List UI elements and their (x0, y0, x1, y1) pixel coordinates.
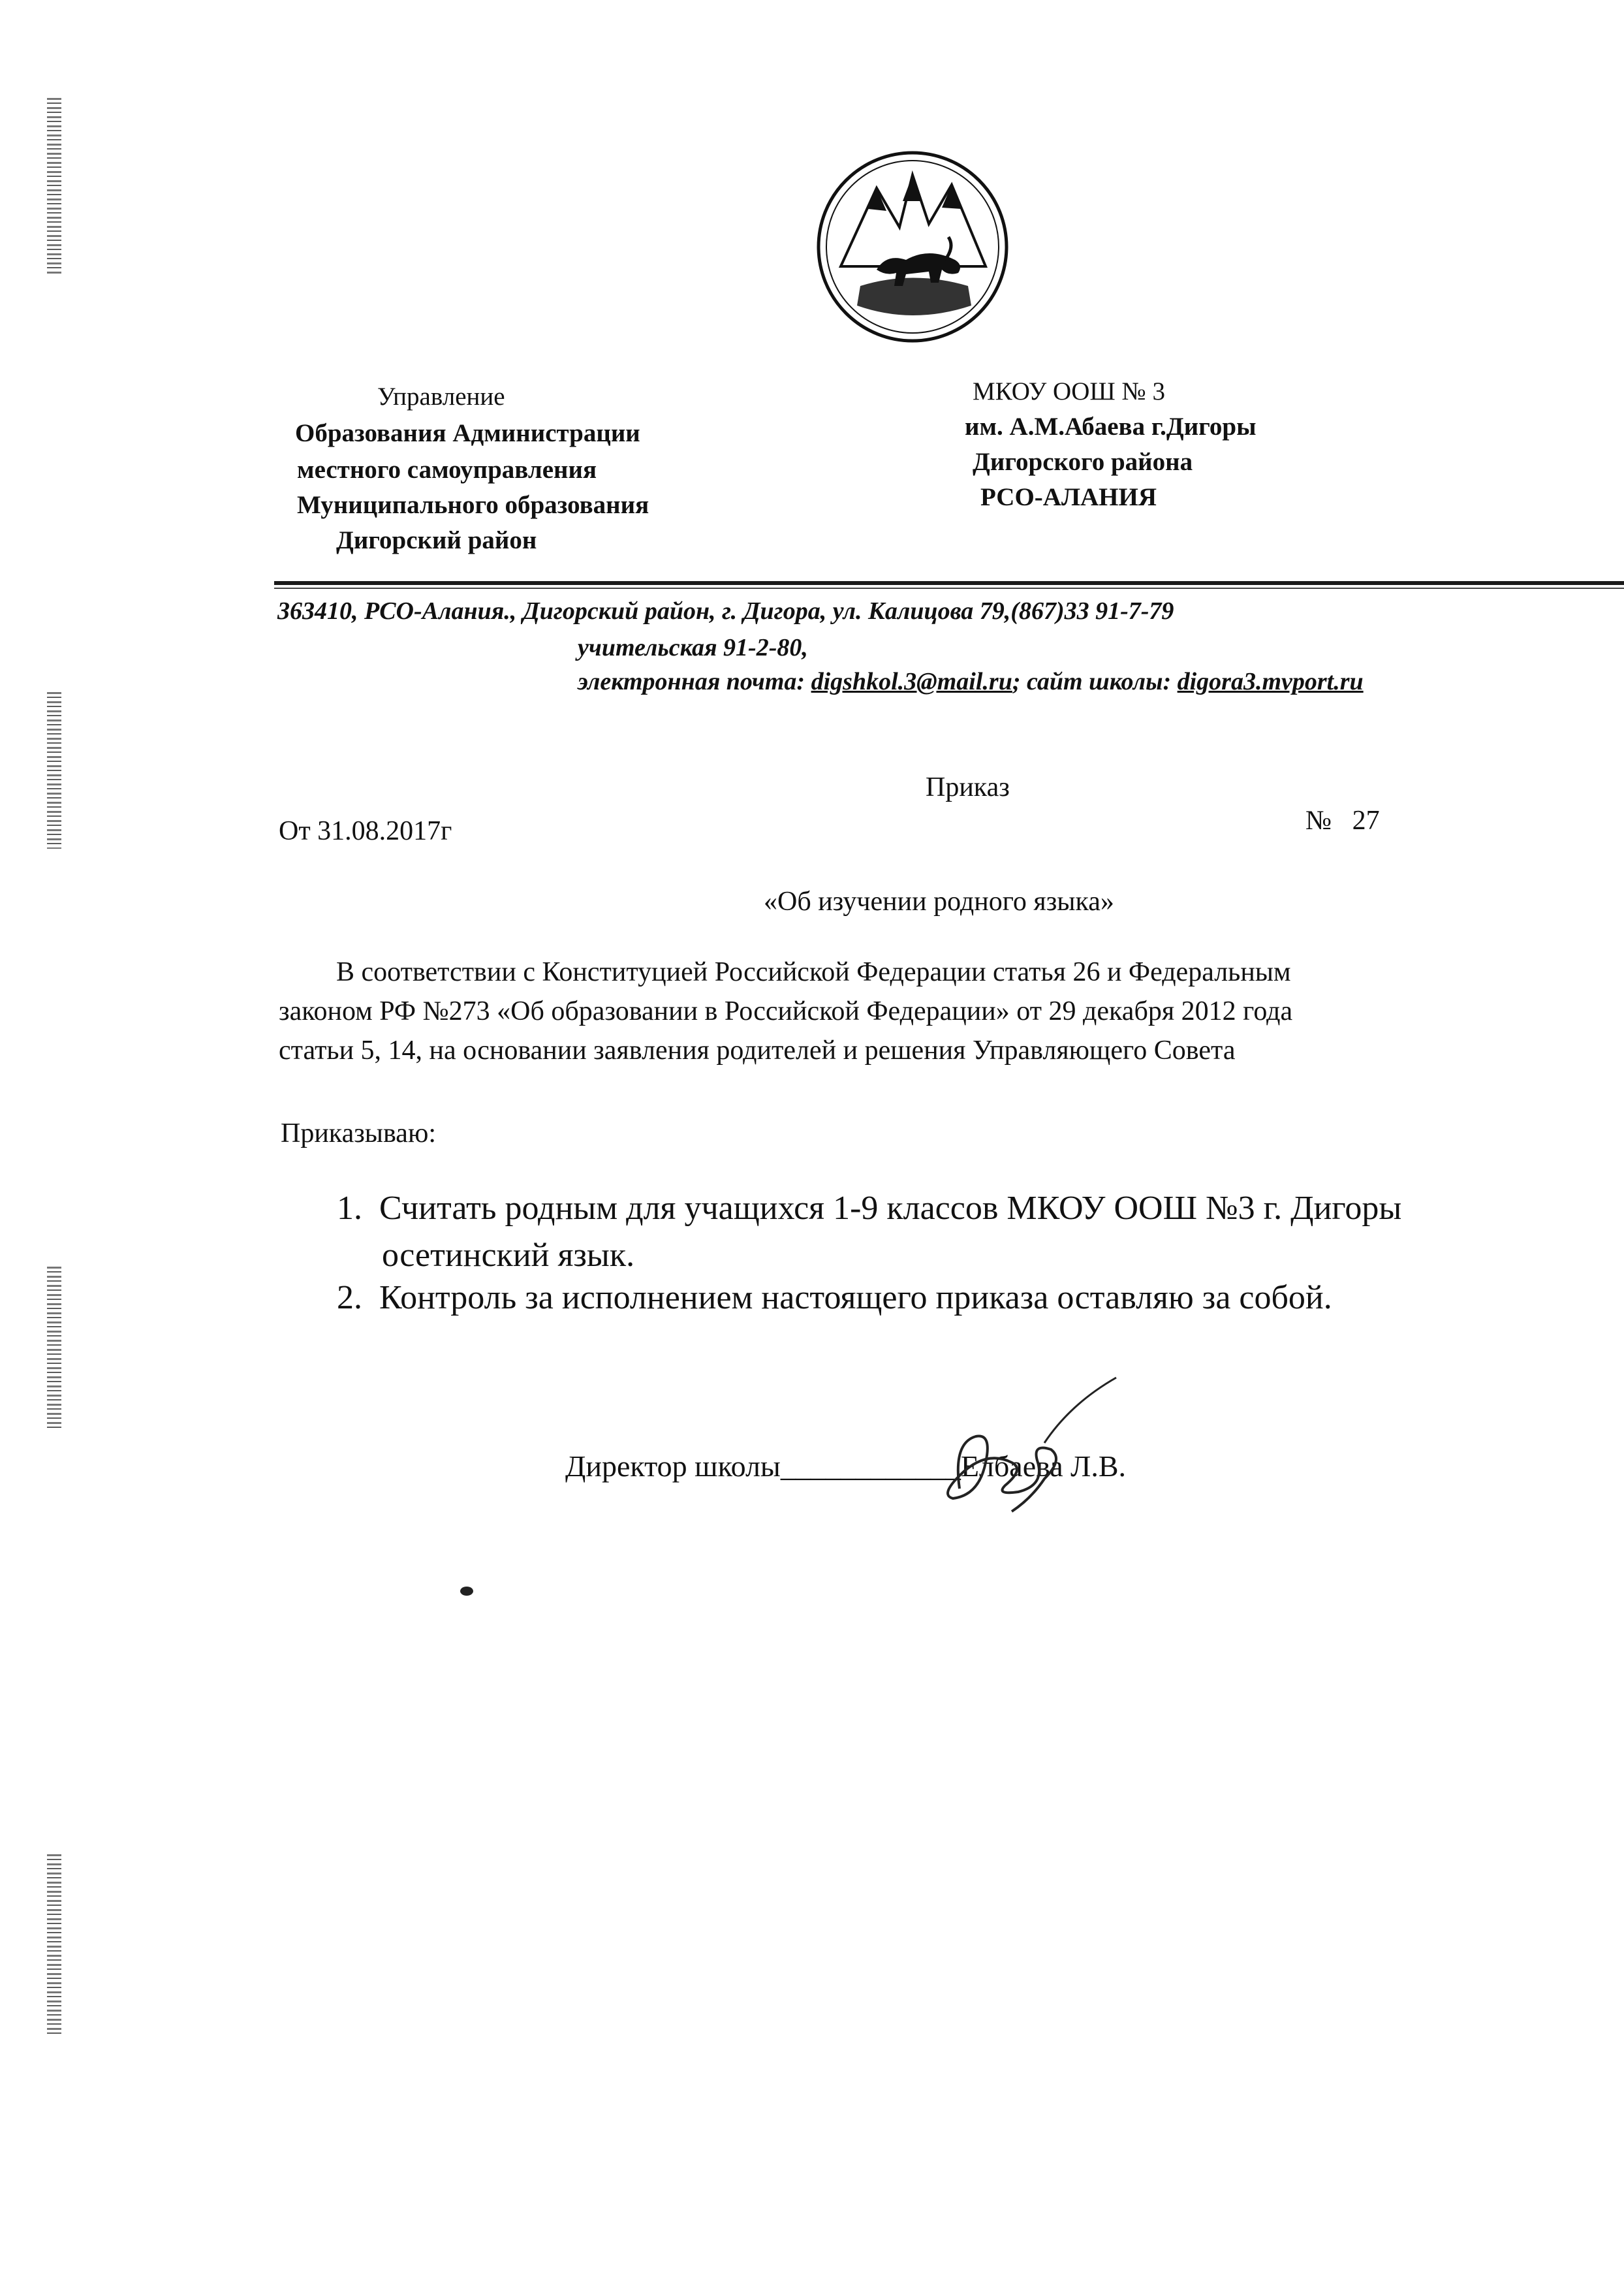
order-number-label: № (1305, 806, 1332, 836)
list-item-number: 2. (337, 1279, 362, 1316)
list-item-text: Контроль за исполнением настоящего приказа оставляю за собой. (379, 1279, 1332, 1316)
scan-artifact (47, 1267, 61, 1430)
ink-spot (460, 1587, 473, 1596)
right-header-line2: им. А.М.Абаева г.Дигоры (965, 413, 1257, 441)
signature-line: ____________ (780, 1449, 961, 1483)
left-header-line1: Управление (377, 383, 505, 411)
right-header-line1: МКОУ ООШ № 3 (973, 377, 1165, 405)
scan-artifact (47, 692, 61, 849)
body-line3: статьи 5, 14, на основании заявления родителей и решения Управляющего Совета (279, 1036, 1236, 1066)
signature-name: Елбаева Л.В. (960, 1449, 1127, 1483)
handwritten-signature-icon (914, 1365, 1123, 1515)
list-item-continuation: осетинский язык. (382, 1237, 635, 1274)
right-header-line4: РСО-АЛАНИЯ (980, 483, 1157, 511)
order-date: От 31.08.2017г (279, 816, 452, 846)
contact-address: 363410, РСО-Алания., Дигорский район, г. Дигора, ул. Калицова 79,(867)33 91-7-79 (277, 597, 1174, 625)
header-separator-thin (274, 588, 1624, 589)
order-number-block (1305, 800, 1380, 841)
list-item-number: 1. (337, 1190, 362, 1227)
left-header-line3: местного самоуправления (297, 456, 597, 484)
email-label: электронная почта: (578, 668, 805, 695)
left-header-line2: Образования Администрации (295, 419, 640, 447)
order-title: Приказ (926, 772, 1010, 802)
order-word: Приказываю: (281, 1118, 436, 1148)
body-line1: В соответствии с Конституцией Российской Федерации статья 26 и Федеральным (336, 957, 1291, 987)
order-number: 27 (1352, 806, 1380, 836)
list-item-text: Считать родным для учащихся 1-9 классов МКОУ ООШ №3 г. Дигоры (379, 1190, 1402, 1227)
scan-artifact (47, 1854, 61, 2037)
list-item (337, 1274, 1332, 1321)
left-header-line5: Дигорский район (336, 526, 537, 554)
order-subject: «Об изучении родного языка» (764, 887, 1114, 917)
contact-teacher-phone: учительская 91-2-80, (578, 634, 808, 661)
list-item (337, 1185, 1401, 1232)
body-line2: законом РФ №273 «Об образовании в Российской Федерации» от 29 декабря 2012 года (279, 996, 1293, 1026)
left-header-line4: Муниципального образования (297, 491, 649, 519)
email-link[interactable]: digshkol.3@mail.ru (811, 668, 1012, 695)
right-header-line3: Дигорского района (973, 448, 1193, 476)
scan-artifact (47, 98, 61, 274)
header-separator (274, 581, 1624, 585)
site-link[interactable]: digora3.mvport.ru (1177, 668, 1364, 695)
coat-of-arms-icon (815, 149, 1010, 345)
contact-online (578, 665, 1364, 699)
site-label: ; сайт школы: (1012, 668, 1172, 695)
signature-position: Директор школы (565, 1449, 781, 1483)
